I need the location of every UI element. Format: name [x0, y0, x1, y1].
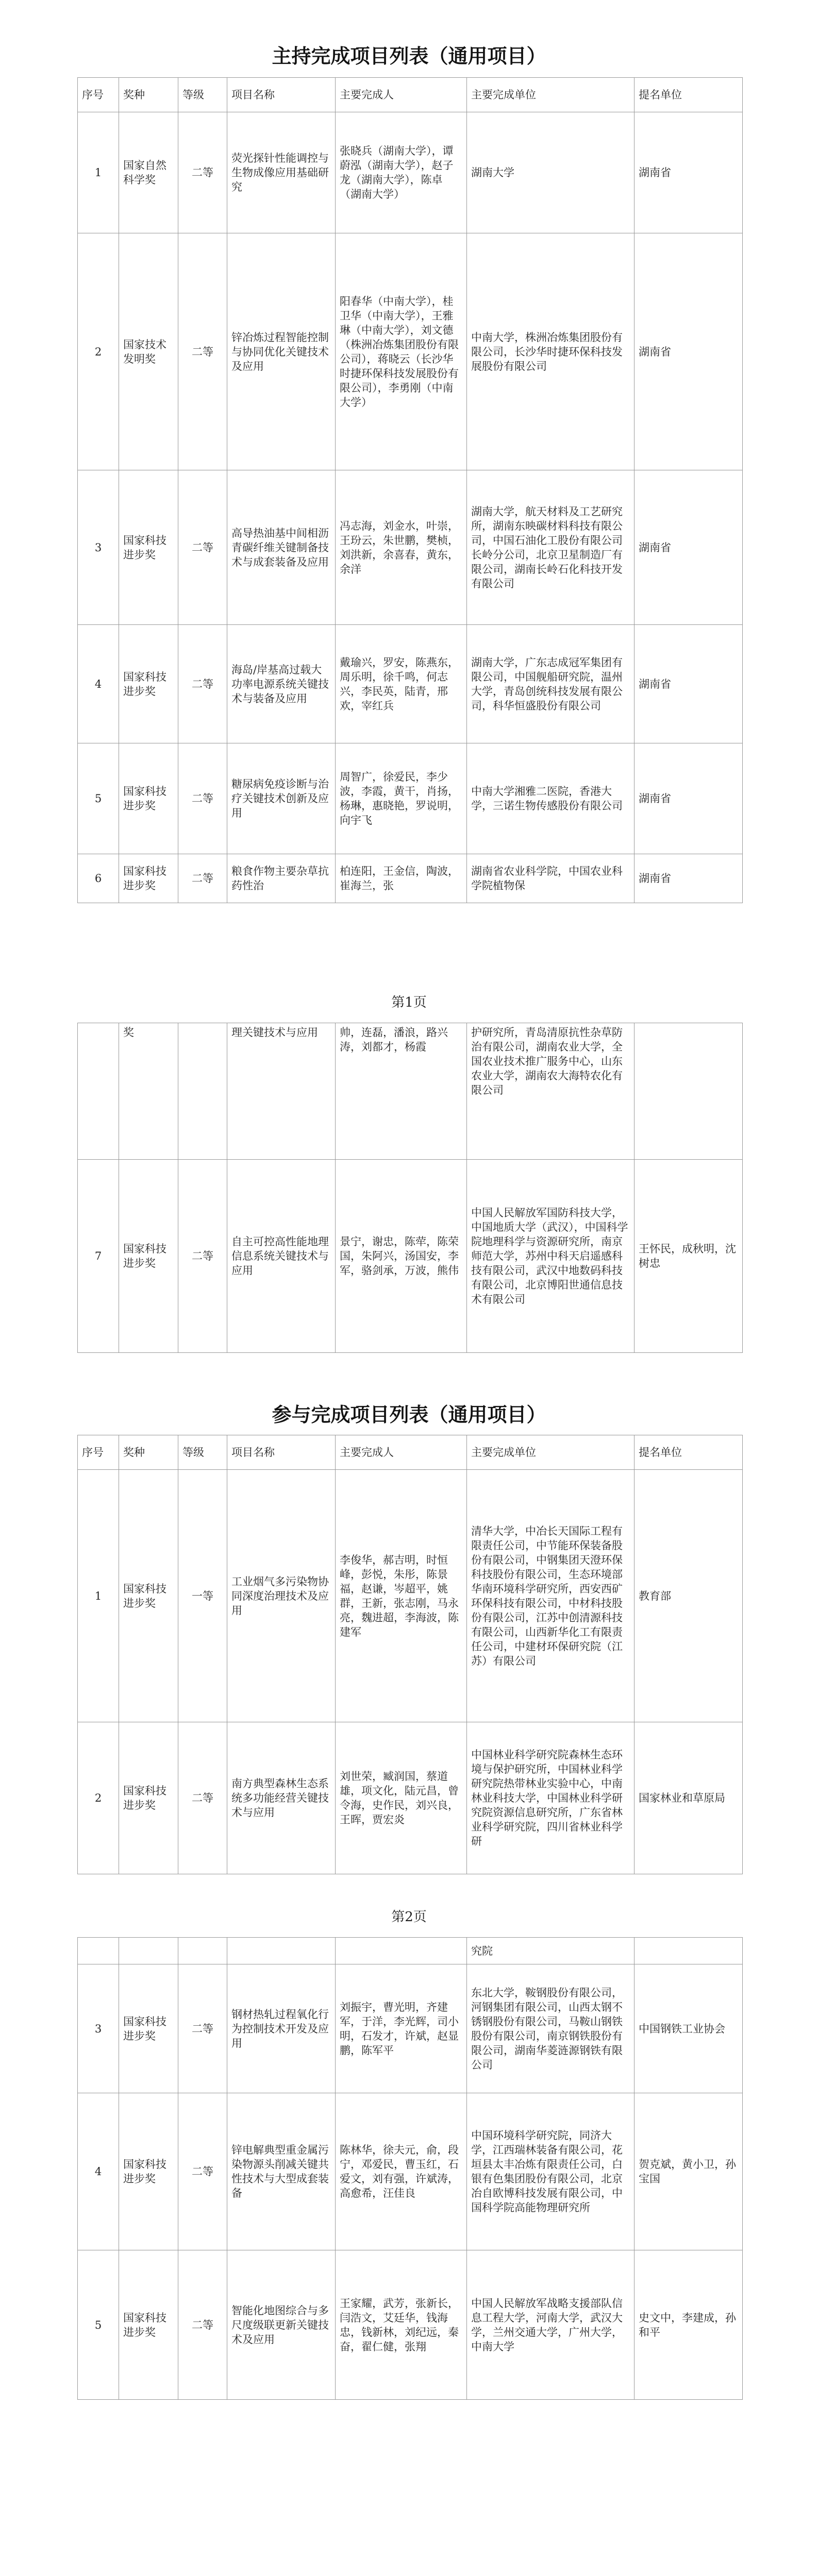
header-units: 主要完成单位 — [467, 1435, 635, 1470]
cell-units: 湖南省农业科学院，中国农业科学院植物保 — [467, 854, 635, 903]
header-project: 项目名称 — [227, 1435, 336, 1470]
cell-units: 护研究所，青岛清原抗性杂草防治有限公司，湖南农业大学，全国农业技术推广服务中心，山东农业大学，湖南农大海特农化有限公司 — [467, 1023, 635, 1160]
cell-no: 6 — [78, 854, 119, 903]
cell-award: 国家科技进步奖 — [119, 625, 178, 743]
cell-persons: 阳春华（中南大学），桂卫华（中南大学），王雅琳（中南大学），刘文德（株洲冶炼集团股份有限公司），蒋晓云（长沙华时捷环保科技发展股份有限公司），李勇刚（中南大学） — [336, 233, 467, 470]
cell-project: 海岛/岸基高过载大功率电源系统关键技术与装备及应用 — [227, 625, 336, 743]
participated-projects-table-continued — [77, 1937, 743, 2400]
table-row — [78, 743, 743, 854]
cell-persons: 李俊华，郝吉明，时恒峰，彭悦，朱彤，陈景福，赵谦，岑超平，姚群，王新，张志刚，马永亮，魏进超，李海波，陈建军 — [336, 1470, 467, 1722]
cell-nominator: 中国钢铁工业协会 — [635, 1964, 743, 2093]
cell-units: 中国林业科学研究院森林生态环境与保护研究所，中国林业科学研究院热带林业实验中心，中南林业科技大学，中国林业科学研究院资源信息研究所，广东省林业科学研究院，四川省林业科学研 — [467, 1722, 635, 1874]
cell-nominator — [635, 1023, 743, 1160]
cell-persons: 周智广，徐爱民，李少波，李霞，黄干，肖扬，杨琳，惠晓艳，罗说明，向宇飞 — [336, 743, 467, 854]
cell-no: 5 — [78, 743, 119, 854]
cell-award: 奖 — [119, 1023, 178, 1160]
cell-project: 粮食作物主要杂草抗药性治 — [227, 854, 336, 903]
cell-grade: 一等 — [178, 1470, 227, 1722]
cell-grade: 二等 — [178, 1964, 227, 2093]
cell-award: 国家科技进步奖 — [119, 743, 178, 854]
cell-grade: 二等 — [178, 470, 227, 625]
cell-no: 3 — [78, 470, 119, 625]
cell-grade: 二等 — [178, 112, 227, 233]
cell-award: 国家科技进步奖 — [119, 1470, 178, 1722]
cell-no — [78, 1023, 119, 1160]
cell-project: 糖尿病免疫诊断与治疗关键技术创新及应用 — [227, 743, 336, 854]
cell-award: 国家技术发明奖 — [119, 233, 178, 470]
table-row — [78, 470, 743, 625]
cell-persons: 戴瑜兴，罗安，陈燕东，周乐明，徐千鸣，何志兴，李民英，陆青，邢欢，宰红兵 — [336, 625, 467, 743]
header-persons: 主要完成人 — [336, 78, 467, 112]
cell-nominator: 教育部 — [635, 1470, 743, 1722]
header-nominator: 提名单位 — [635, 78, 743, 112]
cell-nominator: 王怀民，成秋明，沈树忠 — [635, 1160, 743, 1353]
cell-project: 智能化地图综合与多尺度级联更新关键技术及应用 — [227, 2250, 336, 2400]
cell-units: 究院 — [467, 1938, 635, 1964]
cell-no: 2 — [78, 233, 119, 470]
cell-no — [78, 1938, 119, 1964]
cell-no: 1 — [78, 1470, 119, 1722]
cell-award: 国家科技进步奖 — [119, 1964, 178, 2093]
page2-title: 参与完成项目列表（通用项目） — [272, 1403, 546, 1426]
cell-units: 中国人民解放军战略支援部队信息工程大学，河南大学，武汉大学，兰州交通大学，广州大学，中南大学 — [467, 2250, 635, 2400]
header-units: 主要完成单位 — [467, 78, 635, 112]
table-row — [78, 2250, 743, 2400]
cell-units: 清华大学，中冶长天国际工程有限责任公司，中节能环保装备股份有限公司，中钢集团天澄环保科技股份有限公司，生态环境部华南环境科学研究所，西安西矿环保科技有限公司，中材科技股份有限公司，江苏中创清源科技有限公司，山西新华化工有限责任公司，中建材环保研究院（江苏）有限公司 — [467, 1470, 635, 1722]
cell-units: 中南大学湘雅二医院，香港大学，三诺生物传感股份有限公司 — [467, 743, 635, 854]
cell-nominator: 国家林业和草原局 — [635, 1722, 743, 1874]
cell-nominator: 贺克斌，黄小卫，孙宝国 — [635, 2093, 743, 2250]
cell-nominator: 湖南省 — [635, 625, 743, 743]
cell-project: 南方典型森林生态系统多功能经营关键技术与应用 — [227, 1722, 336, 1874]
cell-persons: 张晓兵（湖南大学），谭蔚泓（湖南大学），赵子龙（湖南大学），陈卓（湖南大学） — [336, 112, 467, 233]
cell-project: 钢材热轧过程氧化行为控制技术开发及应用 — [227, 1964, 336, 2093]
cell-no: 7 — [78, 1160, 119, 1353]
cell-no: 1 — [78, 112, 119, 233]
hosted-projects-table-continued — [77, 1023, 743, 1353]
page1-title: 主持完成项目列表（通用项目） — [272, 45, 546, 67]
cell-no: 3 — [78, 1964, 119, 2093]
cell-award: 国家科技进步奖 — [119, 1160, 178, 1353]
header-award: 奖种 — [119, 78, 178, 112]
table-row — [78, 1160, 743, 1353]
cell-nominator: 湖南省 — [635, 233, 743, 470]
cell-persons: 王家耀，武芳，张新长，闫浩文，艾廷华，钱海忠，钱新林，刘纪远，秦奋，翟仁健，张翔 — [336, 2250, 467, 2400]
cell-units: 湖南大学，航天材料及工艺研究所，湖南东映碳材料科技有限公司，中国石油化工股份有限公司长岭分公司，北京卫星制造厂有限公司，湖南长岭石化科技开发有限公司 — [467, 470, 635, 625]
cell-grade: 二等 — [178, 1160, 227, 1353]
cell-project: 荧光探针性能调控与生物成像应用基础研究 — [227, 112, 336, 233]
cell-units: 中南大学，株洲冶炼集团股份有限公司，长沙华时捷环保科技发展股份有限公司 — [467, 233, 635, 470]
table-row — [78, 2093, 743, 2250]
cell-grade: 二等 — [178, 854, 227, 903]
cell-persons: 刘振宇，曹光明，齐建军，于洋，李光辉，司小明，石发才，许斌，赵显鹏，陈军平 — [336, 1964, 467, 2093]
header-grade: 等级 — [178, 78, 227, 112]
cell-grade: 二等 — [178, 2250, 227, 2400]
cell-no: 5 — [78, 2250, 119, 2400]
page1-footer: 第1页 — [391, 995, 427, 1010]
cell-award: 国家科技进步奖 — [119, 2250, 178, 2400]
header-project: 项目名称 — [227, 78, 336, 112]
cell-grade: 二等 — [178, 743, 227, 854]
cell-persons — [336, 1938, 467, 1964]
cell-persons: 帅，连磊，潘浪，路兴涛，刘都才，杨霞 — [336, 1023, 467, 1160]
cell-project: 高导热油基中间相沥青碳纤维关键制备技术与成套装备及应用 — [227, 470, 336, 625]
header-nominator: 提名单位 — [635, 1435, 743, 1470]
cell-persons: 陈林华，徐夫元，俞，段宁，邓爱民，曹玉红，石爱文，刘有强，许斌涛，高愈希，汪佳良 — [336, 2093, 467, 2250]
table-row — [78, 1470, 743, 1722]
cell-grade: 二等 — [178, 625, 227, 743]
cell-nominator: 湖南省 — [635, 854, 743, 903]
table-row — [78, 625, 743, 743]
cell-grade: 二等 — [178, 2093, 227, 2250]
cell-nominator — [635, 1938, 743, 1964]
cell-persons: 刘世荣，臧润国，蔡道雄，项文化，陆元昌，曾令海，史作民，刘兴良，王晖，贾宏炎 — [336, 1722, 467, 1874]
cell-units: 湖南大学，广东志成冠军集团有限公司，中国舰船研究院，温州大学，青岛创统科技发展有限公司，科华恒盛股份有限公司 — [467, 625, 635, 743]
cell-project: 理关键技术与应用 — [227, 1023, 336, 1160]
table-row — [78, 233, 743, 470]
table-row-continued — [78, 1938, 743, 1964]
cell-award: 国家科技进步奖 — [119, 470, 178, 625]
cell-nominator: 史文中，李建成，孙和平 — [635, 2250, 743, 2400]
page2-footer: 第2页 — [391, 1909, 427, 1925]
cell-nominator: 湖南省 — [635, 743, 743, 854]
table-row — [78, 1964, 743, 2093]
table-row — [78, 854, 743, 903]
header-award: 奖种 — [119, 1435, 178, 1470]
cell-grade — [178, 1938, 227, 1964]
table-header-row — [78, 78, 743, 112]
cell-no: 2 — [78, 1722, 119, 1874]
table-row — [78, 112, 743, 233]
cell-units: 中国人民解放军国防科技大学，中国地质大学（武汉），中国科学院地理科学与资源研究所，南京师范大学，苏州中科天启遥感科技有限公司，武汉中地数码科技有限公司，北京博阳世通信息技术有限公司 — [467, 1160, 635, 1353]
cell-no: 4 — [78, 625, 119, 743]
header-no: 序号 — [78, 78, 119, 112]
cell-award: 国家自然科学奖 — [119, 112, 178, 233]
cell-nominator: 湖南省 — [635, 112, 743, 233]
header-no: 序号 — [78, 1435, 119, 1470]
cell-project: 锌冶炼过程智能控制与协同优化关键技术及应用 — [227, 233, 336, 470]
cell-project: 自主可控高性能地理信息系统关键技术与应用 — [227, 1160, 336, 1353]
cell-project: 锌电解典型重金属污染物源头削减关键共性技术与大型成套装备 — [227, 2093, 336, 2250]
table-row-continued — [78, 1023, 743, 1160]
participated-projects-table — [77, 1435, 743, 1874]
cell-grade: 二等 — [178, 1722, 227, 1874]
header-grade: 等级 — [178, 1435, 227, 1470]
cell-no: 4 — [78, 2093, 119, 2250]
cell-grade: 二等 — [178, 233, 227, 470]
cell-units: 中国环境科学研究院，同济大学，江西瑞林装备有限公司，花垣县太丰冶炼有限责任公司，白银有色集团股份有限公司，北京冶自欧博科技发展有限公司，中国科学院高能物理研究所 — [467, 2093, 635, 2250]
cell-units: 湖南大学 — [467, 112, 635, 233]
cell-grade — [178, 1023, 227, 1160]
cell-award — [119, 1938, 178, 1964]
cell-nominator: 湖南省 — [635, 470, 743, 625]
cell-project: 工业烟气多污染物协同深度治理技术及应用 — [227, 1470, 336, 1722]
table-header-row — [78, 1435, 743, 1470]
cell-persons: 柏连阳，王金信，陶波，崔海兰，张 — [336, 854, 467, 903]
cell-persons: 冯志海，刘金水，叶崇，王玢云，朱世鹏，樊桢，刘洪新，余喜春，黄东，余洋 — [336, 470, 467, 625]
cell-award: 国家科技进步奖 — [119, 854, 178, 903]
table-row — [78, 1722, 743, 1874]
cell-project — [227, 1938, 336, 1964]
hosted-projects-table — [77, 77, 743, 903]
cell-units: 东北大学，鞍钢股份有限公司，河钢集团有限公司，山西太钢不锈钢股份有限公司，马鞍山钢铁股份有限公司，南京钢铁股份有限公司，湖南华菱涟源钢铁有限公司 — [467, 1964, 635, 2093]
cell-award: 国家科技进步奖 — [119, 2093, 178, 2250]
cell-award: 国家科技进步奖 — [119, 1722, 178, 1874]
header-persons: 主要完成人 — [336, 1435, 467, 1470]
cell-persons: 景宁，谢忠，陈荦，陈荣国，朱阿兴，汤国安，李军，骆剑承，万波，熊伟 — [336, 1160, 467, 1353]
